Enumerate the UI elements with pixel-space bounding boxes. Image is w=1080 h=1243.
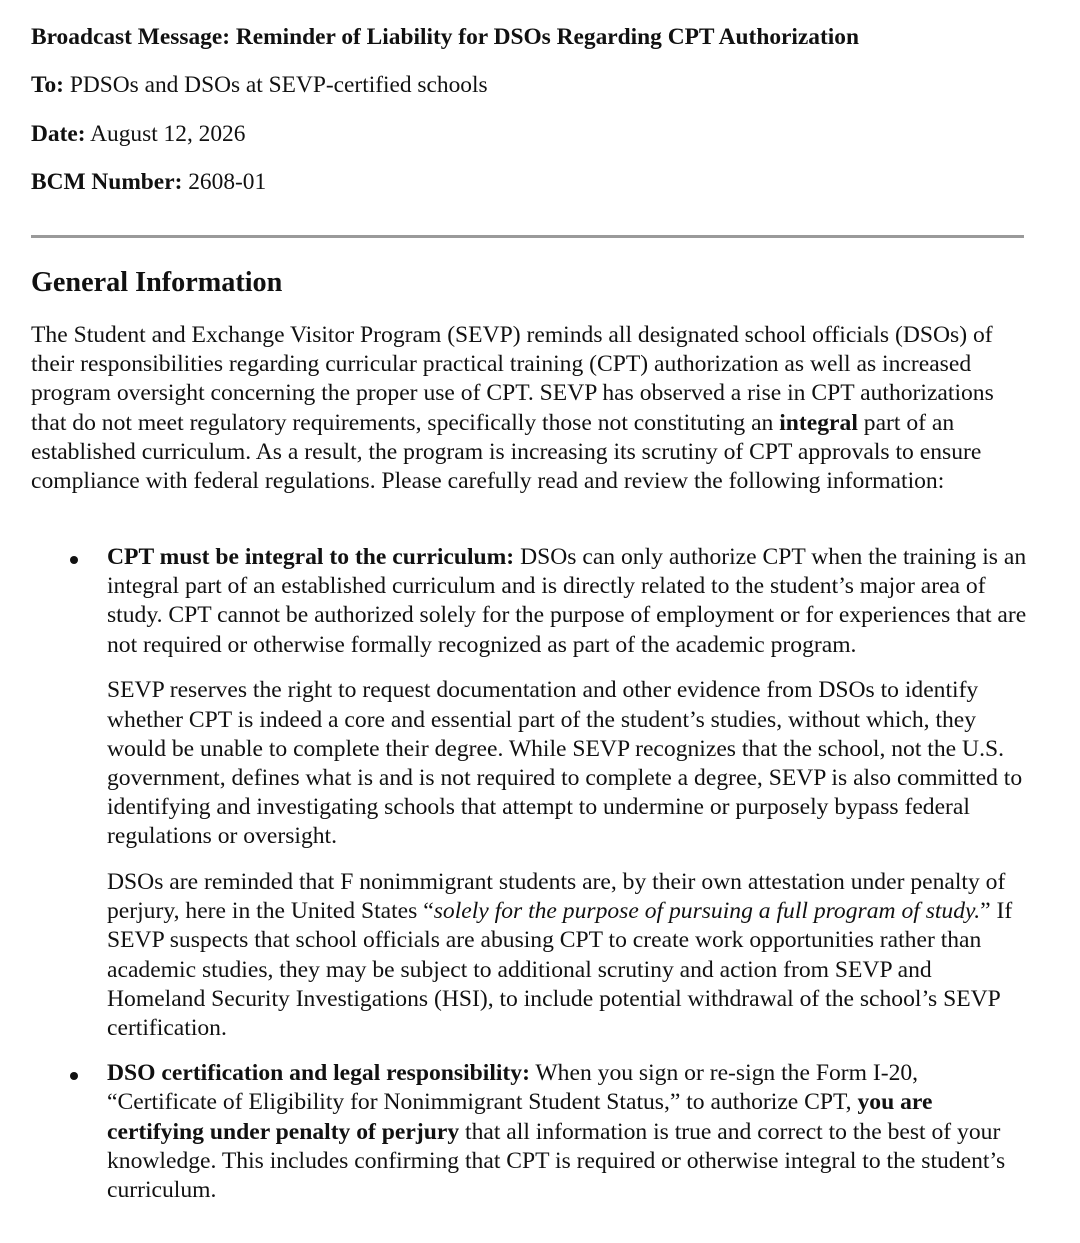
section-divider: [31, 235, 1024, 238]
requirements-list: [31, 543, 1027, 1221]
broadcast-title: Broadcast Message: Reminder of Liability for DSOs Regarding CPT Authorization: [31, 24, 859, 50]
bullet-icon: [70, 556, 78, 564]
date-line: [31, 119, 1027, 149]
to-line: [31, 70, 1027, 100]
bullet-paragraph: DSOs are reminded that F nonimmigrant students are, by their own attestation under penalty of perjury, here in the United States “solely for the purpose of pursuing a full program of study.” If SEVP suspects that school officials are abusing CPT to create work opportunities rather than academic studies, they may be subject to additional scrutiny and action from SEVP and Homeland Security Investigations (HSI), to include potential withdrawal of the school’s SEVP certification.: [107, 869, 1013, 1042]
bullet-icon: [70, 1072, 78, 1080]
list-item: [31, 543, 1027, 1043]
bcm-label: BCM Number:: [31, 169, 183, 196]
to-value: PDSOs and DSOs at SEVP-certified schools: [69, 72, 488, 99]
to-label: To:: [31, 72, 64, 99]
section-heading-general-information: General Information: [31, 267, 283, 298]
bullet-paragraph: DSO certification and legal responsibility: When you sign or re-sign the Form I-20, “Certificate of Eligibility for Nonimmigrant Student Status,” to authorize CPT, you are certifying under penalty of perjury that all information is true and correct to the best of your knowledge. This includes confirming that CPT is required or otherwise integral to the student’s curriculum.: [107, 1060, 1006, 1204]
bullet-paragraph: SEVP reserves the right to request documentation and other evidence from DSOs to identify whether CPT is indeed a core and essential part of the student’s studies, without which, they would be unable to complete their degree. While SEVP recognizes that the school, not the U.S. government, defines what is and is not required to complete a degree, SEVP is also committed to identifying and investigating schools that attempt to undermine or purposely bypass federal regulations or oversight.: [107, 677, 1023, 850]
document-page: [31, 22, 1027, 1204]
bcm-value: 2608-01: [188, 169, 267, 196]
list-item: [31, 1059, 1027, 1205]
date-value: August 12, 2026: [90, 120, 246, 147]
bullet-paragraph: CPT must be integral to the curriculum: DSOs can only authorize CPT when the training is an integral part of an established curriculum and is directly related to the student’s major area of study. CPT cannot be authorized solely for the purpose of employment or for experiences that are not required or otherwise formally recognized as part of the academic program.: [107, 544, 1027, 658]
intro-paragraph: The Student and Exchange Visitor Program (SEVP) reminds all designated school officials (DSOs) of their responsibilities regarding curricular practical training (CPT) authorization as well as increased program oversight concerning the proper use of CPT. SEVP has observed a rise in CPT authorizations that do not meet regulatory requirements, specifically those not constituting an integral part of an established curriculum. As a result, the program is increasing its scrutiny of CPT approvals to ensure compliance with federal regulations. Please carefully read and review the following information:: [31, 322, 994, 495]
bcm-number-line: [31, 167, 1027, 197]
date-label: Date:: [31, 120, 86, 147]
